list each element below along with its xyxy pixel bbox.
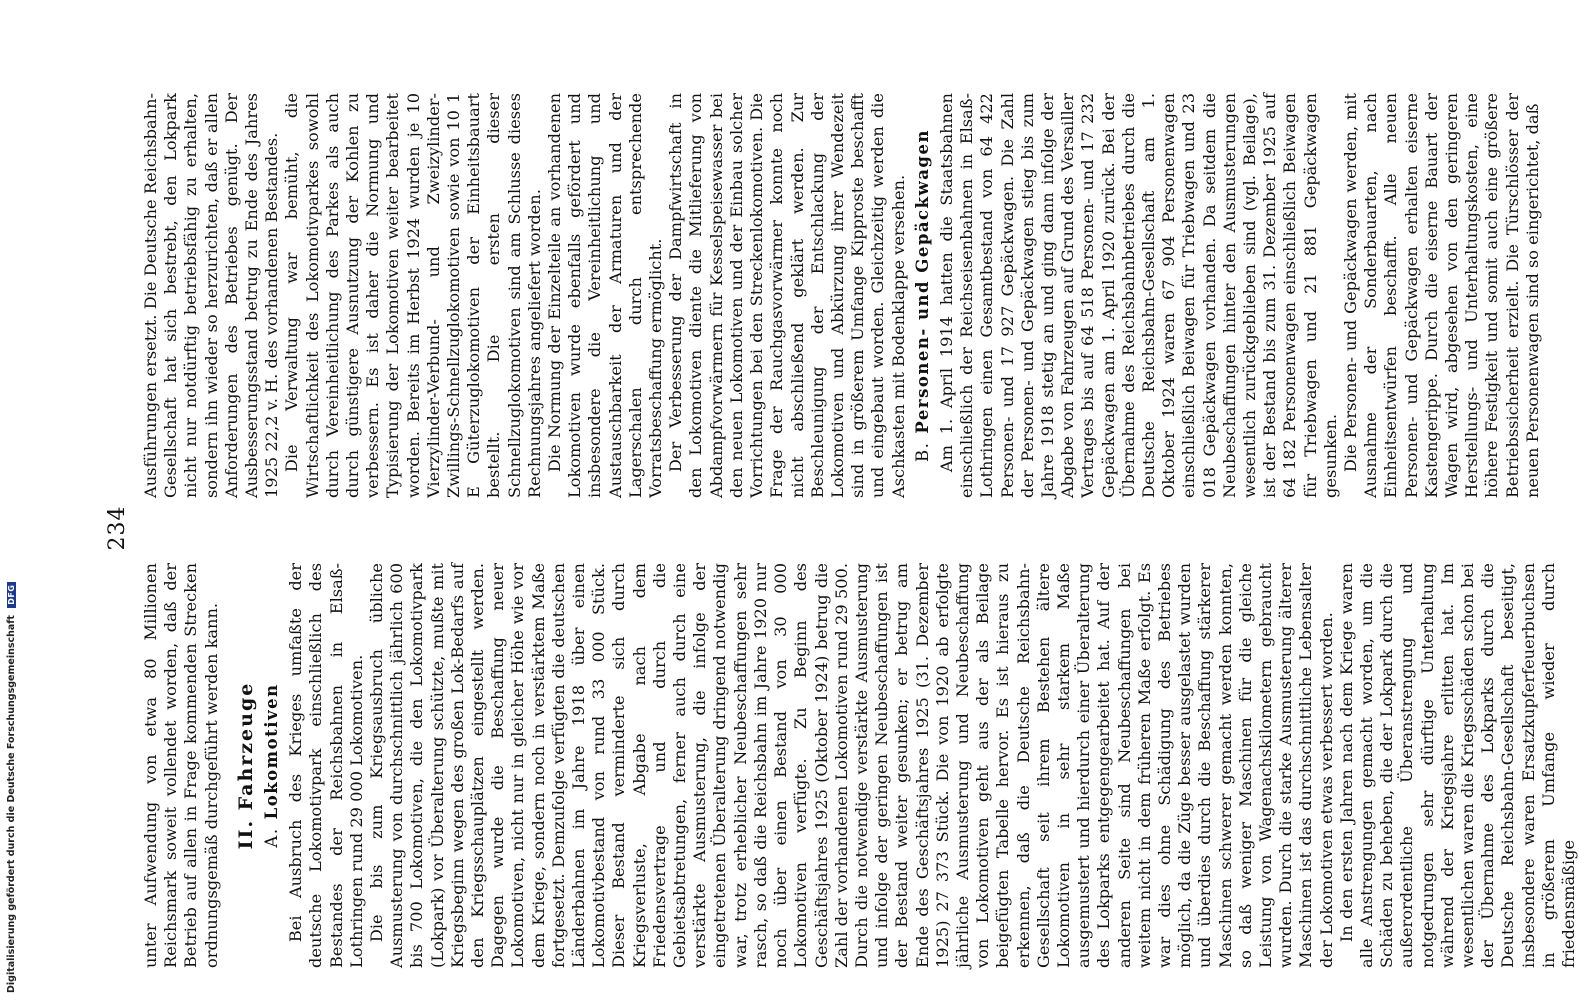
right-paragraph-4: Der Verbesserung der Dampfwirtschaft in den Lokomotiven diente die Mitlieferung von Abdampfvorwärmern für Kesselspeisewasser bei den neuen Lokomotiven und der Einbau solcher Vorrichtungen bei den Streckenlokomotiven. Die Frage der Rauchgasvorwärmer konnte noch nicht abschließend geklärt werden. Zur Beschleunigung der Entschlackung der Lokomotiven und Abkürzung ihrer Wendezeit sind in größerem Umfange Kipproste beschafft und eingebaut worden. Gleichzeitig werden die Aschkasten mit Bodenklappe versehen. — [666, 93, 908, 498]
right-paragraph-5: Am 1. April 1914 hatten die Staatsbahnen einschließlich der Reichseisenbahnen in Elsaß-Lothringen einen Gesamtbestand von 64 422 Personen- und 17 927 Gepäckwagen. Die Zahl der Personen- und Gepäckwagen stieg bis zum Jahre 1918 stetig an und ging dann infolge der Abgabe von Fahrzeugen auf Grund des Versailler Vertrages bis auf 64 518 Personen- und 17 232 Gepäckwagen am 1. April 1920 zurück. Bei der Übernahme des Reichsbahnbetriebes durch die Deutsche Reichsbahn-Gesellschaft am 1. Oktober 1924 waren 67 904 Personenwagen einschließlich Beiwagen für Triebwagen und 23 018 Gepäckwagen vorhanden. Da seitdem die Neubeschaffungen hinter den Ausmusterungen wesentlich zurückgeblieben sind (vgl. Beilage), ist der Bestand bis zum 31. Dezember 1925 auf 64 182 Personenwagen einschließlich Beiwagen für Triebwagen und 21 881 Gepäckwagen gesunken. — [936, 93, 1340, 498]
page-number: 234 — [105, 505, 130, 551]
left-column — [141, 563, 1579, 968]
subsection-a-title: Lokomotiven — [262, 683, 282, 820]
left-paragraph-4: In den ersten Jahren nach dem Kriege waren alle Anstrengungen gemacht worden, um die Schäden zu beheben, die der Lokpark durch die außerordentliche Überanstrengung und notgedrungen sehr dürftige Unterhaltung während der Kriegsjahre erlitten hat. Im wesentlichen waren die Kriegsschäden schon bei der Übernahme des Lokparks durch die Deutsche Reichsbahn-Gesellschaft beseitigt, insbesondere waren Ersatzkupferfeuerbuchsen in größerem Umfange wieder durch friedensmäßige — [1336, 563, 1579, 968]
section-title: II. Fahrzeuge — [234, 681, 257, 850]
digitization-sideline — [6, 0, 18, 1000]
digitization-note: Digitalisierung gefördert durch die Deutsche Forschungsgemeinschaft — [6, 615, 17, 993]
left-paragraph-2: Bei Ausbruch des Krieges umfaßte der deutsche Lokomotivpark einschließlich des Bestandes der Reichsbahnen in Elsaß-Lothringen rund 29 000 Lokomotiven. — [286, 563, 366, 968]
right-paragraph-2: Die Verwaltung war bemüht, die Wirtschaftlichkeit des Lokomotivparkes sowohl durch Vereinheitlichung des Parkes als auch durch günstigere Ausnutzung der Kohlen zu verbessern. Es ist daher die Normung und Typisierung der Lokomotiven weiter bearbeitet worden. Bereits im Herbst 1924 wurden je 10 Vierzylinder-Verbund- und Zweizylinder-Zwillings-Schnellzuglokomotiven sowie von 10 1 E Güterzuglokomotiven der Einheitsbauart bestellt. Die ersten dieser Schnellzuglokomotiven sind am Schlusse dieses Rechnungsjahres angeliefert worden. — [282, 93, 544, 498]
left-paragraph-1: unter Aufwendung von etwa 80 Millionen Reichsmark soweit vollendet worden, daß der Betrieb auf allen in Frage kommenden Strecken ordnungsgemäß durchgeführt werden kann. — [141, 563, 221, 968]
subsection-a-heading — [262, 563, 282, 968]
dfg-logo: DFG — [7, 582, 16, 608]
right-paragraph-3: Die Normung der Einzelteile an vorhandenen Lokomotiven wurde ebenfalls gefördert und insbesondere die Vereinheitlichung und Austauschbarkeit der Armaturen und der Lagerschalen durch entsprechende Vorratsbeschaffung ermöglicht. — [545, 93, 666, 498]
right-column — [141, 93, 1542, 498]
subsection-b-title: Personen- und Gepäckwagen — [912, 129, 932, 434]
rotated-page — [105, 88, 1579, 968]
subsection-b-letter: B. — [912, 441, 932, 462]
subsection-b-heading — [913, 93, 933, 498]
left-paragraph-3: Die bis zum Kriegsausbruch übliche Ausmusterung von durchschnittlich jährlich 600 bis 700 Lokomotiven, die den Lokomotivpark (Lokpark) vor Überalterung schützte, mußte mit Kriegsbeginn wegen des großen Lok-Bedarfs auf den Kriegsschauplätzen eingestellt werden. Dagegen wurde die Beschaffung neuer Lokomotiven, nicht nur in gleicher Höhe wie vor dem Kriege, sondern noch in verstärktem Maße fortgesetzt. Demzufolge verfügten die deutschen Länderbahnen im Jahre 1918 über einen Lokomotivbestand von rund 33 000 Stück. Dieser Bestand verminderte sich durch Kriegsverluste, Abgabe nach dem Friedensvertrage und durch die Gebietsabtretungen, ferner auch durch eine verstärkte Ausmusterung, die infolge der eingetretenen Überalterung dringend notwendig war, trotz erheblicher Neubeschaffungen sehr rasch, so daß die Reichsbahn im Jahre 1920 nur noch über einen Bestand von 30 000 Lokomotiven verfügte. Zu Beginn des Geschäftsjahres 1925 (Oktober 1924) betrug die Zahl der vorhandenen Lokomotiven rund 29 500. Durch die notwendige verstärkte Ausmusterung und infolge der geringen Neubeschaffungen ist der Bestand weiter gesunken; er betrug am Ende des Geschäftsjahres 1925 (31. Dezember 1925) 27 373 Stück. Die von 1920 ab erfolgte jährliche Ausmusterung und Neubeschaffung von Lokomotiven geht aus der als Beilage beigefügten Tabelle hervor. Es ist hieraus zu erkennen, daß die Deutsche Reichsbahn-Gesellschaft seit ihrem Bestehen ältere Lokomotiven in sehr starkem Maße ausgemustert und hierdurch einer Überalterung des Lokparks entgegengearbeitet hat. Auf der anderen Seite sind Neubeschaffungen bei weitem nicht in dem früheren Maße erfolgt. Es war dies ohne Schädigung des Betriebes möglich, da die Züge besser ausgelastet wurden und überdies durch die Beschaffung stärkerer Maschinen schwerer gemacht werden konnten, so daß weniger Maschinen für die gleiche Leistung von Wagenachskilometern gebraucht wurden. Durch die starke Ausmusterung älterer Maschinen ist das durchschnittliche Lebensalter der Lokomotiven etwas verbessert worden. — [367, 563, 1336, 968]
subsection-a-letter: A. — [262, 827, 282, 848]
right-paragraph-6: Die Personen- und Gepäckwagen werden, mit Ausnahme der Sonderbauarten, nach Einheitsentwürfen beschafft. Alle neuen Personen- und Gepäckwagen erhalten eiserne Kastengerippe. Durch die eiserne Bauart der Wagen wird, abgesehen von den geringeren Herstellungs- und Unterhaltungskosten, eine höhere Festigkeit und somit auch eine größere Betriebssicherheit erzielt. Die Türschlösser der neuen Personenwagen sind so eingerichtet, daß — [1340, 93, 1542, 498]
right-paragraph-1: Ausführungen ersetzt. Die Deutsche Reichsbahn-Gesellschaft hat sich bestrebt, den Lokpark nicht nur notdürftig betriebsfähig zu erhalten, sondern ihn wieder so herzurichten, daß er allen Anforderungen des Betriebes genügt. Der Ausbesserungsstand betrug zu Ende des Jahres 1925 22,2 v. H. des vorhandenen Bestandes. — [141, 93, 282, 498]
digitization-note-wrapper — [6, 582, 17, 993]
